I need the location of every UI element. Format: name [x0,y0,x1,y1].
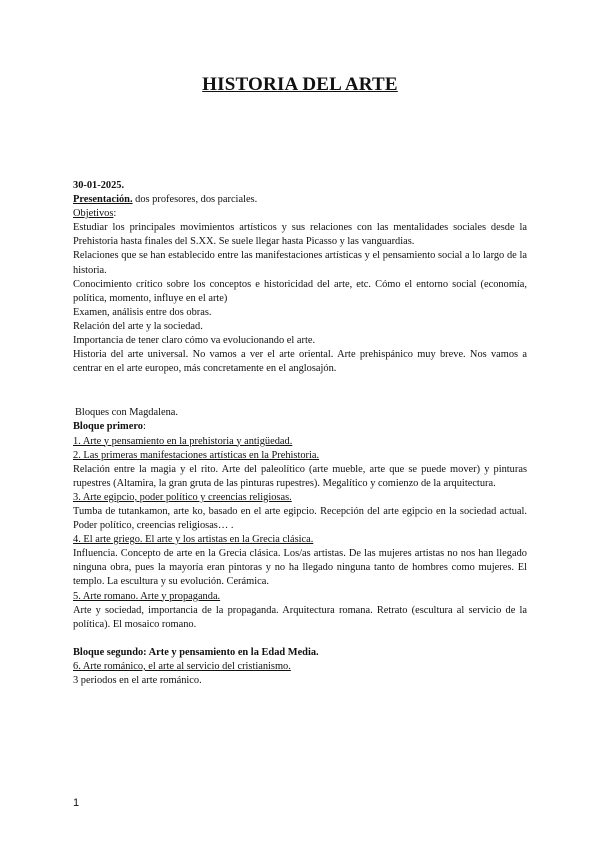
page-number: 1 [73,797,80,809]
document-title: HISTORIA DEL ARTE [202,74,398,95]
section-text: Arte y sociedad, importancia de la propaganda. Arquitectura romana. Retrato (escultura al servicio de la política). El mosaico romano. [73,604,527,630]
paragraph: Importancia de tener claro cómo va evolucionando el arte. [73,335,316,347]
section-heading: 3. Arte egipcio, poder político y creencias religiosas. [73,491,292,503]
objetivos-label: Objetivos [73,208,114,220]
paragraph: Relación del arte y la sociedad. [73,320,203,332]
section-heading: 2. Las primeras manifestaciones artísticas en la Prehistoria. [73,449,320,461]
paragraph: Historia del arte universal. No vamos a ver el arte oriental. Arte prehispánico muy breve. Nos vamos a centrar en el arte europeo, más concretamente en el anglosajón. [73,349,527,375]
section-heading: 5. Arte romano. Arte y propaganda. [73,590,221,602]
paragraph: Estudiar los principales movimientos artísticos y sus relaciones con las mentalidades sociales desde la Prehistoria hasta finales del S.XX. Se suele llegar hasta Picasso y las vanguardias. [73,222,527,248]
bloque1-heading: Bloque primero: [73,421,146,433]
paragraph: Relaciones que se han establecido entre las manifestaciones artísticas y el pensamiento social a lo largo de la historia. [73,250,527,276]
presentacion-line [73,193,527,207]
paragraph: Examen, análisis entre dos obras. [73,306,212,318]
section-heading: 4. El arte griego. El arte y los artistas en la Grecia clásica. [73,534,314,546]
presentacion-text: dos profesores, dos parciales. [132,194,258,206]
section-text: 3 periodos en el arte románico. [73,675,202,686]
spacer [73,376,527,406]
presentacion-label: Presentación. [73,194,133,206]
section-heading: 6. Arte románico, el arte al servicio del cristianismo. [73,660,291,672]
section-text: Tumba de tutankamon, arte ko, basado en el arte egipcio. Recepción del arte egipcio en la sociedad actual. Poder político, creencias religiosas… . [73,505,527,532]
section-text: Relación entre la magia y el rito. Arte del paleolítico (arte mueble, arte que se puede mover) y pinturas rupestres (Altamira, la gran gruta de las pinturas rupestres). Megalítico y comienzo de la arquitectura. [73,463,527,489]
bloques-intro: Bloques con Magdalena. [75,407,179,419]
document-body [73,179,527,688]
spacer [73,632,527,646]
section-text: Influencia. Concepto de arte en la Grecia clásica. Los/as artistas. De las mujeres artistas no nos han llegado ninguna obra, pues la mayoría eran pintoras y no ha llegado ninguna tanto de hombres como mujeres. El templo. La escultura y su evolución. Cerámica. [73,548,527,588]
bloque2-heading: Bloque segundo: Arte y pensamiento en la Edad Media. [73,646,319,658]
objetivos-line: Objetivos: [73,208,117,220]
paragraph: Conocimiento crítico sobre los conceptos e historicidad del arte, etc. Cómo el entorno social (economía, política, momento, influye en el arte) [73,278,527,304]
section-heading: 1. Arte y pensamiento en la prehistoria y antigüedad. [73,435,293,447]
date-line: 30-01-2025. [73,180,125,191]
